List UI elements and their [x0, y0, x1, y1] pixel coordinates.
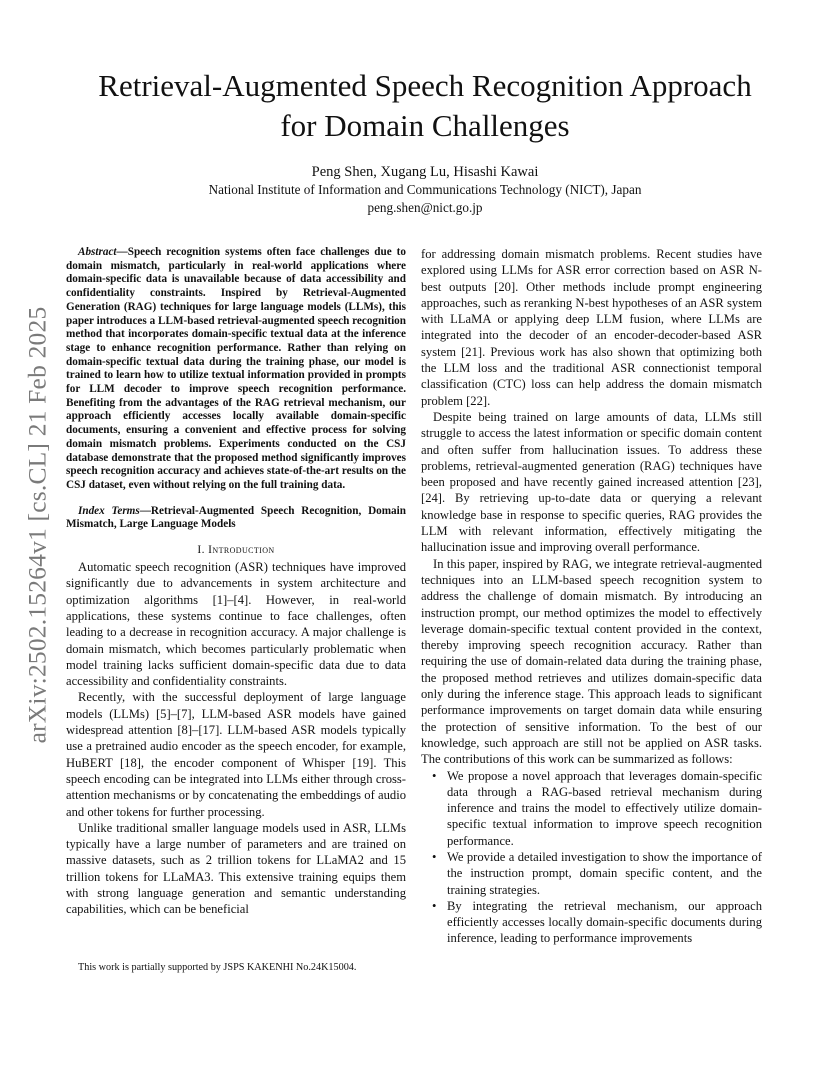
arxiv-identifier-text: arXiv:2502.15264v1 [cs.CL] 21 Feb 2025 [22, 306, 51, 744]
index-terms [66, 505, 406, 532]
abstract [66, 246, 406, 493]
title-line-1: Retrieval-Augmented Speech Recognition Approach [98, 68, 752, 103]
body-paragraph: Despite being trained on large amounts of data, LLMs still struggle to access the latest information or specific domain content and often suffer from hallucination issues. To address these problems, retrieval-augmented generation (RAG) techniques have been proposed and have recently gained increased attention [23], [24]. By retrieving up-to-date data or querying a relevant knowledge base in response to specific queries, RAG provides the LLM with relevant information, effectively mitigating the hallucination issue and improving overall performance. [421, 409, 762, 555]
list-item [432, 768, 762, 849]
intro-paragraph: Recently, with the successful deployment of large language models (LLMs) [5]–[7], LLM-based ASR models have gained widespread attention [8]–[17]. LLM-based ASR models typically use a pretrained audio encoder as the speech encoder, for example, HuBERT [18], the encoder component of Whisper [19]. This speech encoding can be integrated into LLMs either through cross-attention mechanisms or by concatenating the embeddings of audio and other tokens for further processing. [66, 690, 406, 819]
affiliation: National Institute of Information and Communications Technology (NICT), Japan [208, 182, 642, 197]
intro-paragraph: Automatic speech recognition (ASR) techniques have improved significantly due to advancements in system architecture and optimization algorithms [1]–[4]. However, in real-world applications, these systems continue to face challenges, often leading to a decrease in recognition accuracy. A major challenge is domain mismatch, which becomes particularly problematic when model training lacks sufficient domain-specific data due to data accessibility and confidentiality constraints. [66, 560, 406, 689]
list-item [432, 849, 762, 898]
list-item-text: We propose a novel approach that leverages domain-specific data through a RAG-based retrieval mechanism during inference and trains the model to effectively utilize domain-specific textual information to improve speech recognition performance. [447, 768, 762, 848]
left-column [66, 246, 406, 918]
bullet-icon: • [432, 849, 437, 864]
bullet-icon: • [432, 768, 437, 783]
body-paragraph: In this paper, inspired by RAG, we integrate retrieval-augmented techniques into an LLM-based speech recognition system to address the challenge of domain mismatch. By introducing an instruction prompt, our method optimizes the model to effectively leverage domain-specific textual content provided in the context, thereby improving speech recognition accuracy. Rather than requiring the use of domain-related data during the training phase, the proposed method retrieves and utilizes domain-specific data only during the inference stage. This approach leads to significant performance improvements on target domain data while ensuring the protection of sensitive information. To the best of our knowledge, such approach are still not be applied on ASR tasks. The contributions of this work can be summarized as follows: [421, 556, 762, 767]
list-item-text: We provide a detailed investigation to show the importance of the instruction prompt, domain specific content, and the training strategies. [447, 849, 762, 897]
authors: Peng Shen, Xugang Lu, Hisashi Kawai [311, 164, 539, 180]
list-item-text: By integrating the retrieval mechanism, our approach efficiently accesses locally domain-specific documents during inference, leading to performance improvements [447, 898, 762, 946]
abstract-text: —Speech recognition systems often face challenges due to domain mismatch, particularly in real-world applications where domain-specific data is unavailable because of data accessibility and confidentiality constraints. Inspired by Retrieval-Augmented Generation (RAG) techniques for large language models (LLMs), this paper introduces a LLM-based retrieval-augmented speech recognition method that incorporates domain-specific textual data at the inference stage to enhance recognition performance. Rather than relying on domain-specific textual data during the training phase, our model is trained to learn how to utilize textual information provided in prompts for LLM decoder to improve speech recognition performance. Benefiting from the advantages of the RAG retrieval mechanism, our approach efficiently accesses locally available domain-specific documents, ensuring a convenient and effective process for solving domain mismatch problems. Experiments conducted on the CSJ database demonstrate that the proposed method significantly improves speech recognition accuracy and achieves state-of-the-art results on the CSJ dataset, even without relying on the full training data. [66, 246, 406, 491]
section-heading: I. Introduction [197, 544, 275, 557]
body-paragraph: for addressing domain mismatch problems. Recent studies have explored using LLMs for ASR error correction based on ASR N-best outputs [20]. Other methods include prompt engineering approaches, such as reranking N-best hypotheses of an ASR system with LLaMA or applying deep LLM fusion, where LLMs are integrated into the decoder of an encoder-decoder-based ASR system [21]. Previous work has also shown that optimizing both the LLM loss and the traditional ASR connectionist temporal classification (CTC) loss can help address the domain mismatch problem [22]. [421, 247, 762, 408]
abstract-lead: Abstract [78, 246, 117, 258]
title-line-2: for Domain Challenges [280, 108, 570, 143]
list-item [432, 898, 762, 947]
contribution-list [421, 768, 762, 947]
bullet-icon: • [432, 898, 437, 913]
right-column [421, 246, 762, 947]
arxiv-side-identifier [22, 290, 52, 760]
author-email: peng.shen@nict.go.jp [367, 200, 483, 215]
index-terms-text: —Retrieval-Augmented Speech Recognition, Domain Mismatch, Large Language Models [66, 504, 406, 531]
paper-title [40, 66, 810, 146]
footnote: This work is partially supported by JSPS KAKENHI No.24K15004. [78, 962, 357, 973]
intro-paragraph: Unlike traditional smaller language models used in ASR, LLMs typically have a large number of parameters and are trained on massive datasets, such as 2 trillion tokens for LLaMA2 and 15 trillion tokens for LLaMA3. This extensive training equips them with strong language generation and semantic understanding capabilities, which can be beneficial [66, 820, 406, 917]
index-terms-lead: Index Terms [78, 504, 140, 517]
